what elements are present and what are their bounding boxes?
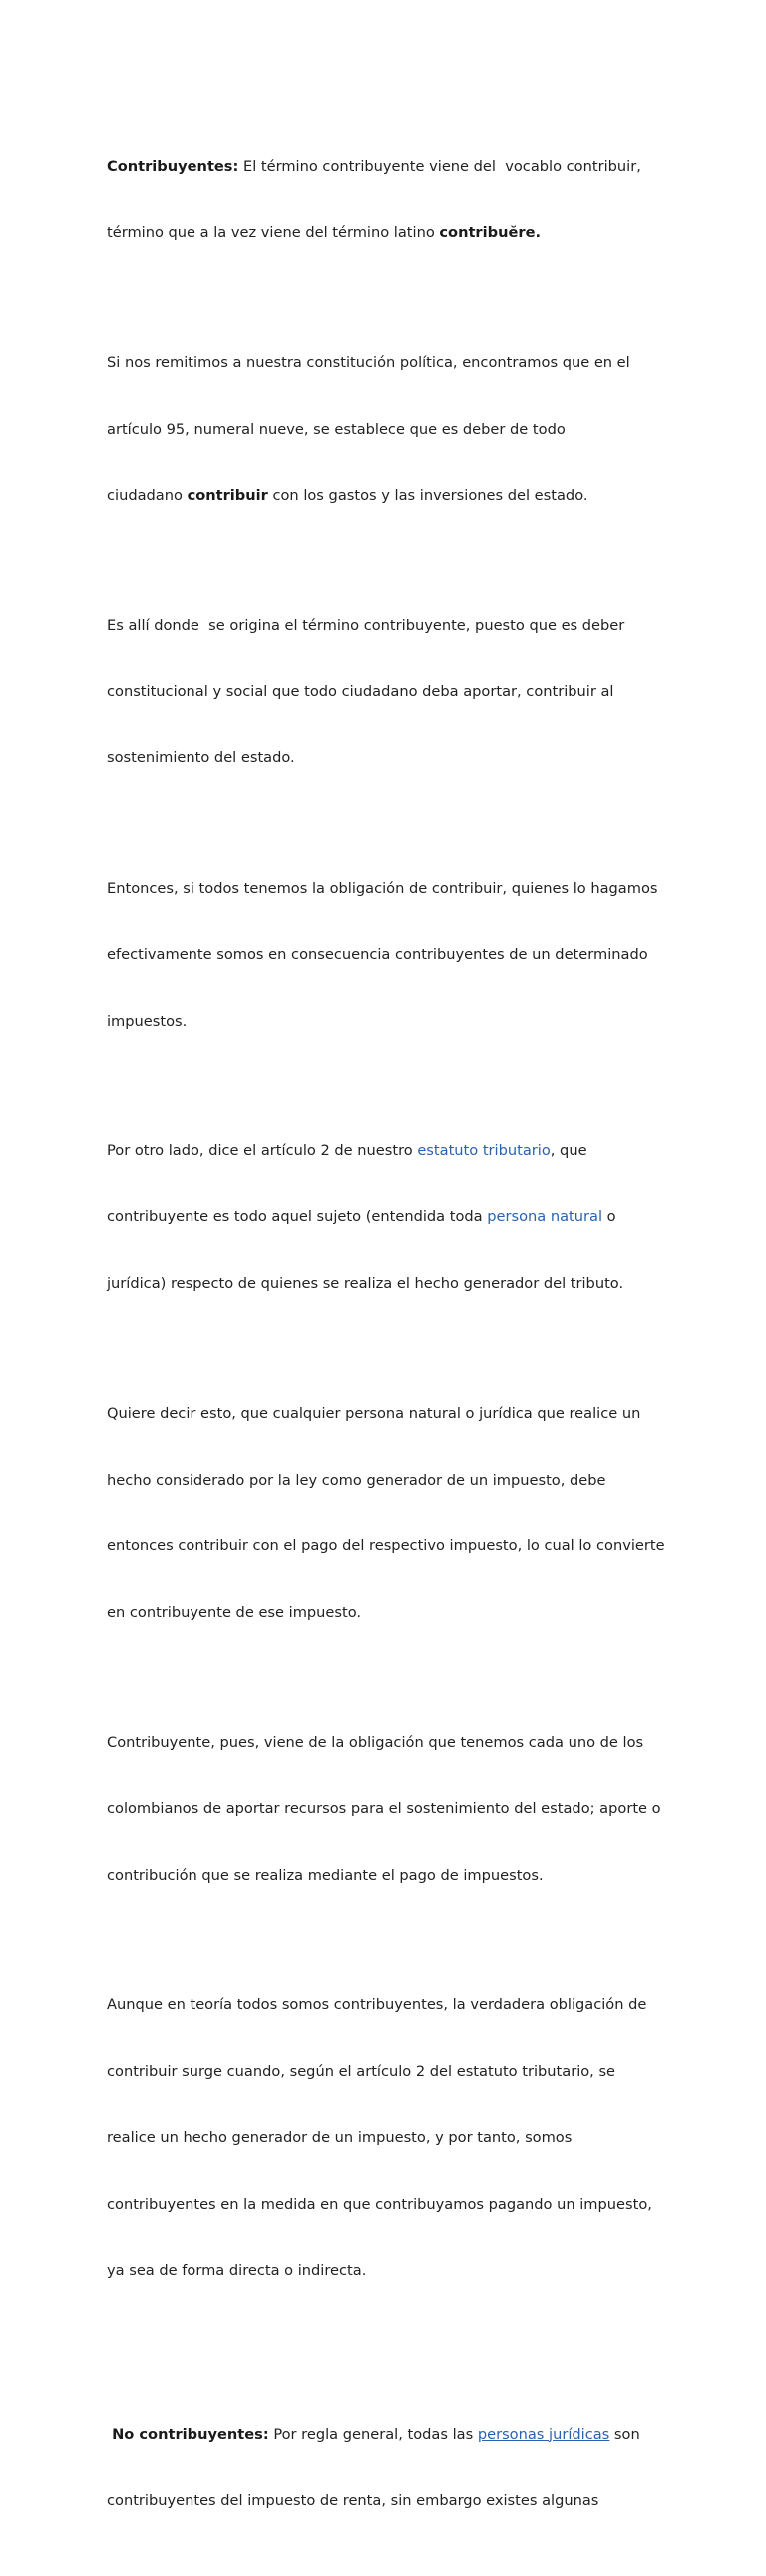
link-estatuto-tributario[interactable]: estatuto tributario (417, 1141, 551, 1159)
paragraph-obligacion (107, 833, 665, 1076)
text-line (107, 1140, 665, 1162)
paragraph-origen (107, 571, 665, 814)
text-line: artículo 95, numeral nueve, se establece que es deber de todo (107, 420, 566, 438)
paragraph-contribuyente-pues (107, 1687, 665, 1931)
text-span: son (609, 2425, 640, 2443)
text-span: Por otro lado, dice el artículo 2 de nuestro (107, 1141, 418, 1159)
text-line: jurídica) respecto de quienes se realiza el hecho generador del tributo. (107, 1274, 624, 1292)
text-span: Por regla general, todas las (268, 2425, 478, 2443)
paragraph-aunque-en-teoria (107, 1950, 665, 2327)
text-line: Aunque en teoría todos somos contribuyentes, la verdadera obligación de (107, 1996, 647, 2014)
link-persona-natural[interactable]: persona natural (487, 1208, 603, 1226)
text-line: realice un hecho generador de un impuesto, y por tanto, somos (107, 2129, 573, 2147)
text-line (107, 1206, 665, 1228)
document-body (107, 112, 665, 2576)
paragraph-constitucion (107, 308, 665, 552)
paragraph-no-contribuyentes (107, 2379, 665, 2557)
text-span: o (602, 1208, 616, 1226)
text-line: ya sea de forma directa o indirecta. (107, 2262, 367, 2280)
text-line: constitucional y social que todo ciudadano deba aportar, contribuir al (107, 682, 614, 700)
paragraph-quiere-decir (107, 1359, 665, 1669)
text-line (107, 222, 665, 244)
text-line: Es allí donde se origina el término contribuyente, puesto que es deber (107, 617, 625, 635)
term-contribuere: contribuĕre. (439, 224, 542, 242)
text-line: contribuyentes en la medida en que contribuyamos pagando un impuesto, (107, 2195, 652, 2213)
text-line: en contribuyente de ese impuesto. (107, 1603, 362, 1621)
text-line: Si nos remitimos a nuestra constitución política, encontramos que en el (107, 354, 630, 372)
text-line (107, 2424, 665, 2446)
text-line: entonces contribuir con el pago del respectivo impuesto, lo cual lo convierte (107, 1537, 665, 1555)
text-line: Contribuyente, pues, viene de la obligación que tenemos cada uno de los (107, 1733, 644, 1751)
link-personas-juridicas[interactable]: personas jurídicas (477, 2425, 610, 2443)
text-line: efectivamente somos en consecuencia contribuyentes de un determinado (107, 946, 648, 964)
text-line (107, 485, 665, 507)
text-span: , que (550, 1141, 587, 1159)
text-line: Entonces, si todos tenemos la obligación de contribuir, quienes lo hagamos (107, 879, 658, 897)
term-contribuir: contribuir (187, 487, 268, 505)
text-line: hecho considerado por la ley como generador de un impuesto, debe (107, 1471, 606, 1489)
text-span: El término contribuyente viene del vocablo contribuir, (238, 158, 641, 176)
term-contribuyentes: Contribuyentes: (107, 158, 239, 176)
text-span: término que a la vez viene del término latino (107, 224, 440, 242)
text-line: colombianos de aportar recursos para el sostenimiento del estado; aporte o (107, 1800, 661, 1818)
text-line: sostenimiento del estado. (107, 749, 295, 767)
text-span: contribuyente es todo aquel sujeto (entendida toda (107, 1208, 488, 1226)
paragraph-contribuyentes-definition (107, 112, 665, 289)
text-span: con los gastos y las inversiones del estado. (267, 487, 588, 505)
text-line: impuestos. (107, 1012, 188, 1030)
text-line: contribución que se realiza mediante el pago de impuestos. (107, 1867, 544, 1885)
text-line: contribuir surge cuando, según el artículo 2 del estatuto tributario, se (107, 2062, 616, 2080)
term-no-contribuyentes: No contribuyentes: (107, 2425, 269, 2443)
paragraph-articulo-2 (107, 1095, 665, 1339)
text-line: Quiere decir esto, que cualquier persona natural o jurídica que realice un (107, 1404, 641, 1422)
text-line: contribuyentes del impuesto de renta, sin embargo existes algunas (107, 2492, 599, 2510)
blank-space (107, 2346, 665, 2379)
text-span: ciudadano (107, 487, 188, 505)
text-line (107, 156, 665, 178)
